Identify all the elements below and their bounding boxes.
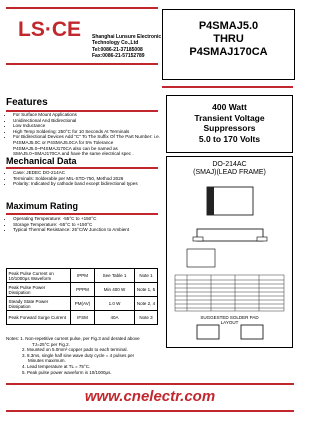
feature-item: • For Bidirectional Devices Add "C" To The Suffix Of The Part Number: i.e. P4SMAJ5.0C or P4SMAJ5.0CA for 5% Tolerance P4SMAJ5.0~P4SMAJ170CA also can be named as SMAJ5.0~SMAJ170CA and have the same electrical spec . [13,134,161,156]
table-symbol: IPPM [71,269,95,283]
solder-pad-left [197,325,219,339]
maxrating-item: • Storage Temperature: -55°C to +150°C [13,222,161,228]
maxrating-title: Maximum Rating [6,201,79,211]
company-name-line2: Technology Co.,Ltd [92,40,139,47]
table-note: Note 3 [135,311,158,325]
feature-item: • For Surface Mount Applications [13,112,161,118]
note-3b: Minutes maximum. [28,358,66,364]
note-1b: TJ=25°C per Fig.2. [32,341,70,347]
note-2: 2. Mounted on 5.0mm² copper pads to each terminal. [22,347,128,353]
company-fax: Fax:0086-21-57152789 [92,52,145,59]
table-row [7,283,158,297]
solder-pad-right [241,325,263,339]
maxrating-item: • Typical Thermal Resistance: 25°C/W Junction to Ambient [13,227,161,233]
table-value: 40A [95,311,135,325]
info-line2: Transient Voltage [194,112,265,123]
table-note: Note 1, 5 [135,283,158,297]
table-param: Peak Forward Surge Current [7,311,71,325]
table-value: See Table 1 [95,269,135,283]
table-symbol: PPPM [71,283,95,297]
table-row [7,269,158,283]
package-box [166,156,293,348]
rating-summary-box [166,95,293,153]
mech-item: • Polarity: Indicated by cathode band except bidirectional types [13,181,161,187]
notes-block [6,336,161,375]
part-line2: THRU [213,33,244,45]
company-tel: Tel:0086-21-37185008 [92,46,143,53]
table-note: Note 1 [135,269,158,283]
footer-rule [6,383,294,385]
package-drawing [167,177,292,352]
mech-list [6,170,161,187]
company-name: Shanghai Lunsure Electronic [92,34,162,40]
table-param: Peak Pulse Current on 10/1000μs Waveform [7,269,71,283]
company-logo: LS·CE [18,18,81,41]
feature-item: • High Temp Soldering: 250°C for 10 Seconds At Terminals [13,129,161,135]
mech-item: • Terminals: Solderable per MIL-STD-750, Method 2026 [13,176,161,182]
features-list [6,112,161,157]
lead-left [193,237,203,241]
footer-url[interactable]: www.cnelectr.com [84,388,216,405]
footer-rule-bottom [6,410,294,412]
company-info [92,34,161,59]
note-3: 3. 8.3ms, single half sine wave duty cycle = 4 pulses per [22,352,135,358]
package-subname: (SMAJ)(LEAD FRAME) [193,169,266,176]
table-value: Min 400 W [95,283,135,297]
part-line3: P4SMAJ170CA [189,46,268,58]
mech-heading [6,156,77,166]
feature-item: • Low Inductance [13,123,161,129]
table-note: Note 2, 4 [135,297,158,311]
table-symbol: IFSM [71,311,95,325]
maxrating-heading [6,201,78,211]
table-symbol: PM(AV) [71,297,95,311]
note-1: Notes: 1. Non-repetitive current pulse, per Fig.3 and derated above [6,336,140,341]
note-4: 4. Lead temperature at TL = 75°C. [22,363,91,369]
info-line3: Suppressors [203,123,256,133]
table-param: Peak Pulse Power Dissipation [7,283,71,297]
features-title: Features [6,97,48,108]
cathode-band [207,187,214,215]
table-value: 1.0 W [95,297,135,311]
maxrating-list [6,216,161,233]
top-rule-lower [6,63,158,65]
mech-item: • Case: JEDEC DO-214AC [13,170,161,176]
info-line4: 5.0 to 170 Volts [198,133,261,144]
top-rule [6,7,158,9]
dimension-table [175,275,284,311]
maxrating-item: • Operating Temperature: -55°C to +150°C [13,216,161,222]
table-row [7,311,158,325]
note-5: 5. Peak pulse power waveform is 10/1000μs. [22,369,112,375]
part-line1: P4SMAJ5.0 [198,20,259,32]
mech-title: Mechanical Data [6,156,77,166]
part-number-box [162,9,295,80]
info-line1: 400 Watt [212,102,247,112]
package-name: DO-214AC [212,161,247,168]
mech-rule [6,167,158,169]
package-end-view [187,249,215,267]
maxrating-rule [6,213,158,215]
package-body-side [197,229,263,241]
features-heading [6,97,48,108]
right-rule [162,86,293,88]
ratings-table [6,268,158,325]
table-row [7,297,158,311]
pad-layout-label: SUGGESTED SOLDER PAD LAYOUT [200,315,259,325]
feature-item: • Unidirectional And Bidirectional [13,118,161,124]
lead-right [257,237,267,241]
table-param: Steady State Power Dissipation [7,297,71,311]
